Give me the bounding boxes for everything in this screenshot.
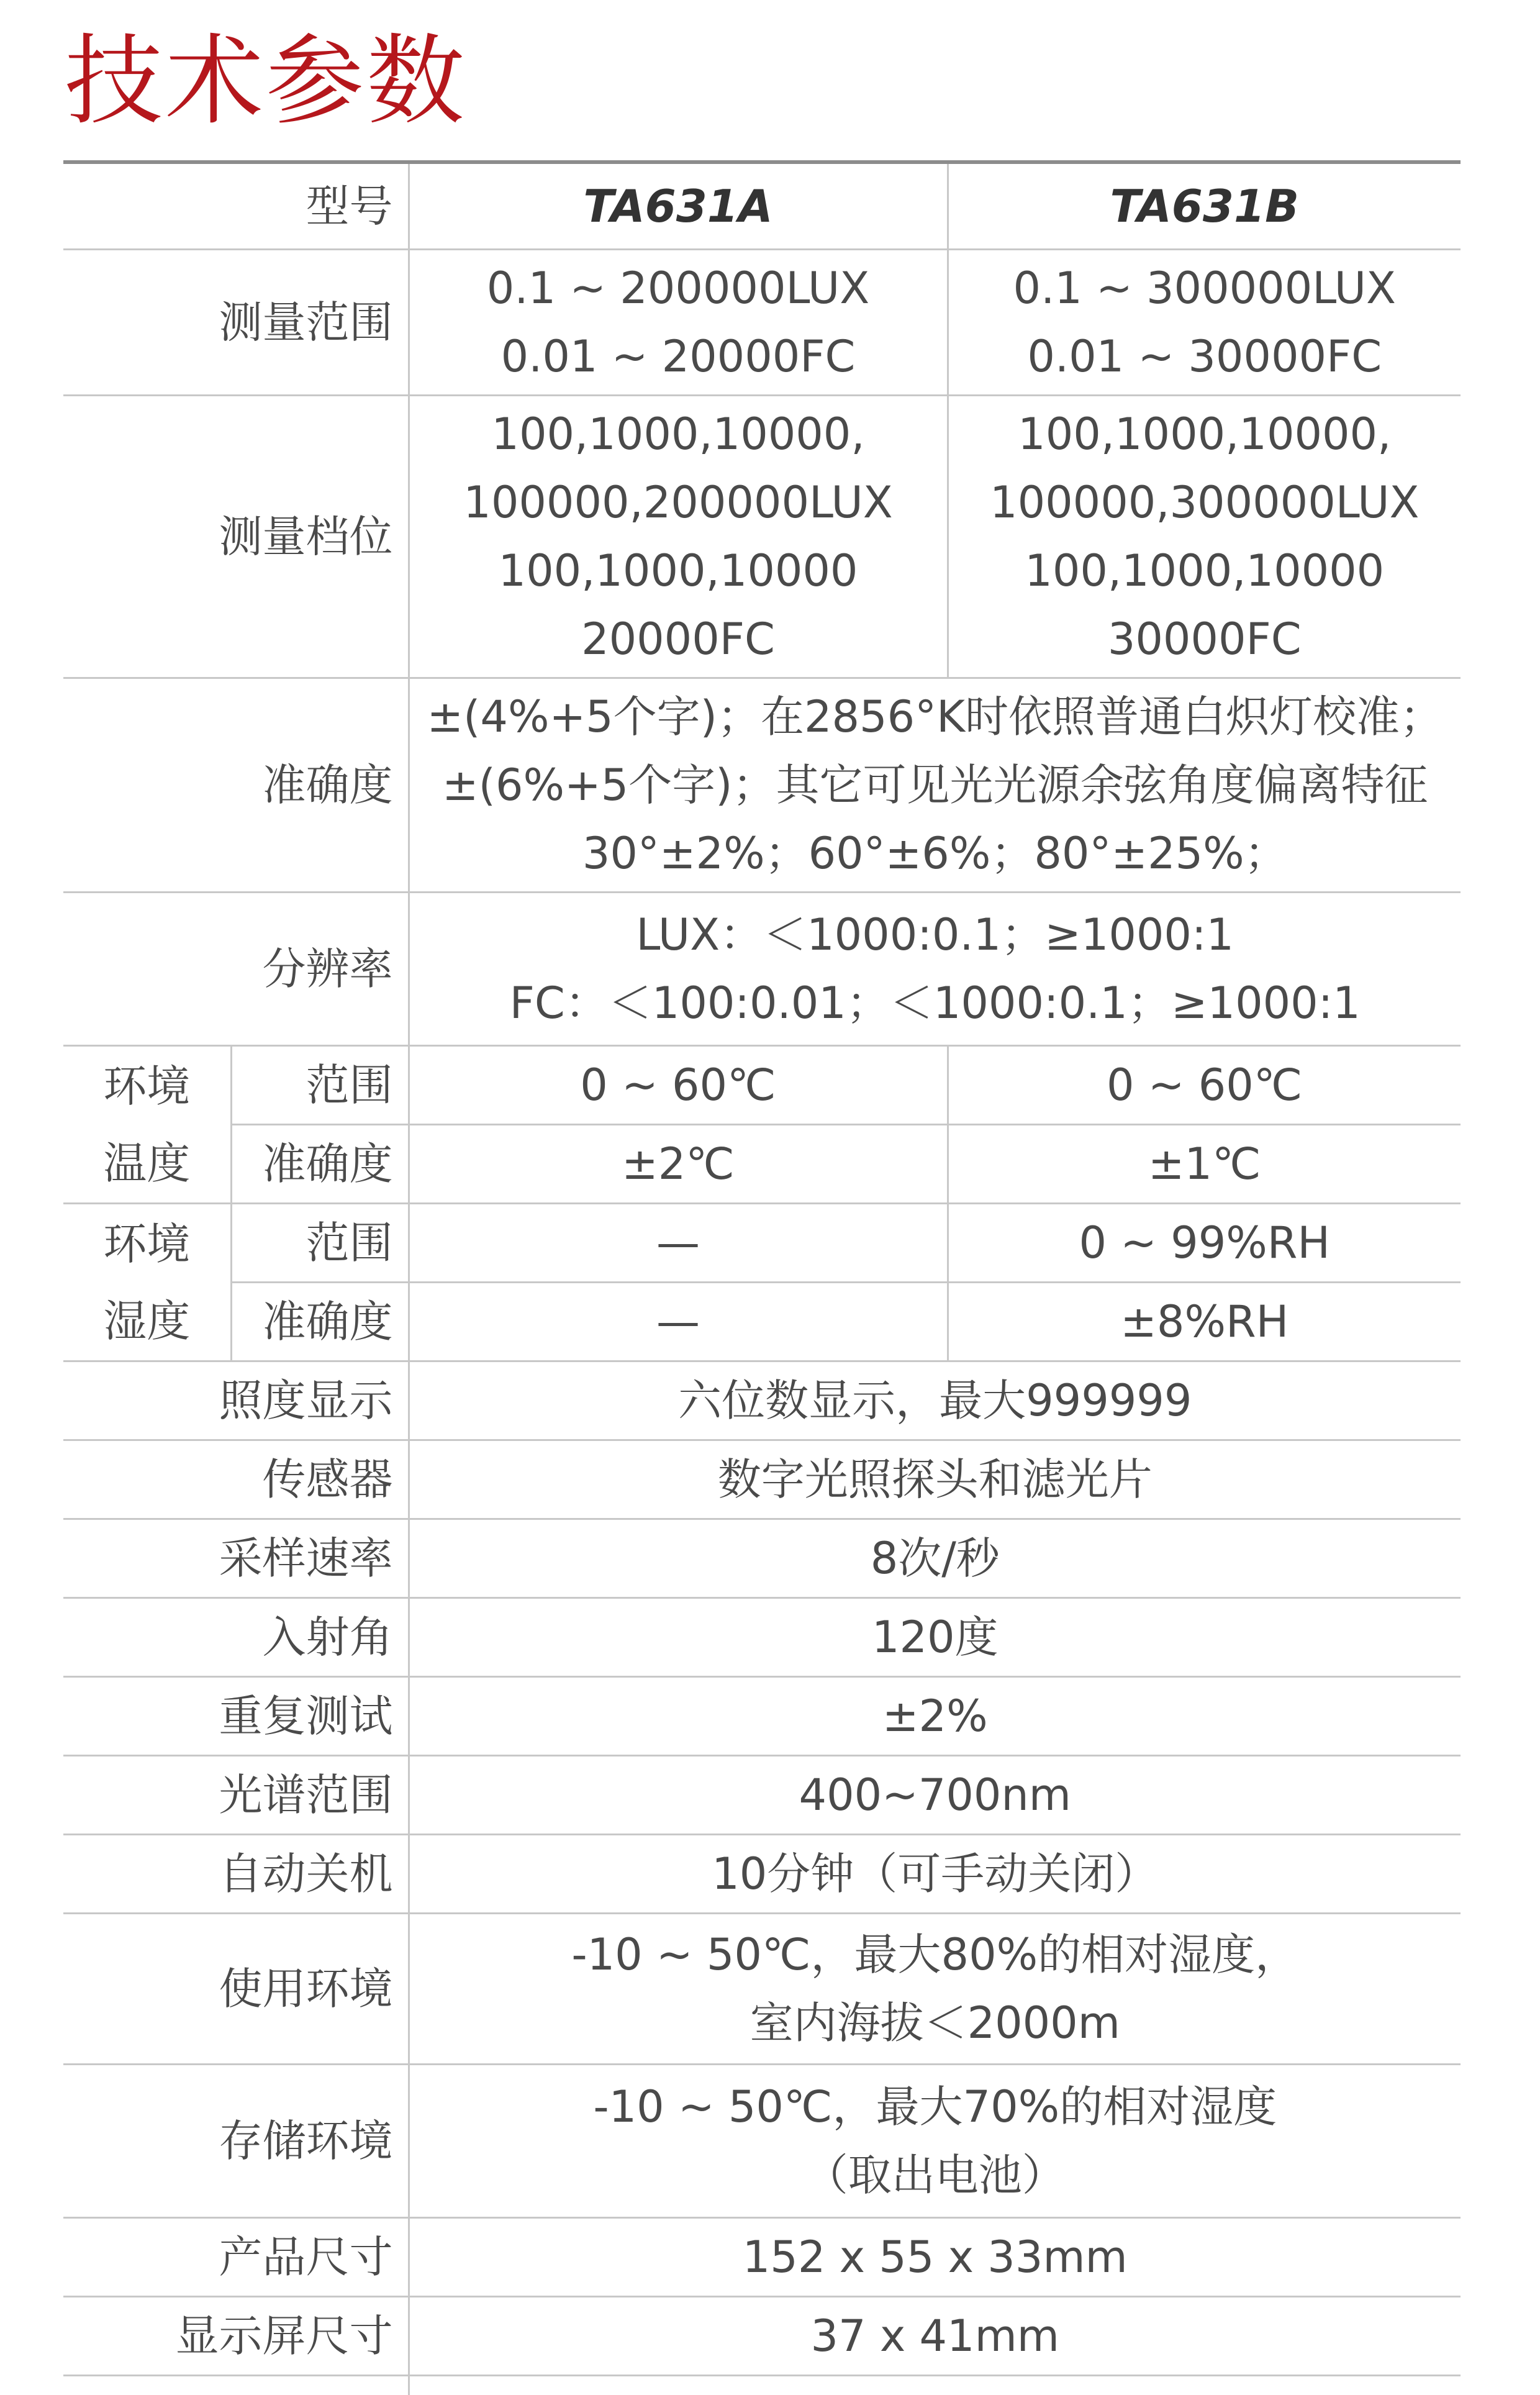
row-value: 10分钟（可手动关闭） [409,1835,1461,1914]
model-a: TA631A [409,162,948,250]
resolution-value [409,893,1461,1046]
row-label: 照度显示 [63,1361,409,1440]
table-row-storage-env [63,2065,1461,2218]
table-row-env-temp-range [63,1046,1461,1125]
env-temp-accuracy-b: ±1℃ [948,1125,1461,1204]
table-row [63,1677,1461,1756]
env-humidity-range-label: 范围 [231,1204,409,1283]
text-line: 100000,300000LUX [949,468,1461,537]
row-label: 重复测试 [63,1677,409,1756]
text-line: 0.01 ~ 20000FC [410,322,947,391]
row-value: 数字光照探头和滤光片 [409,1440,1461,1519]
storage-env-value [409,2065,1461,2218]
table-row [63,1835,1461,1914]
table-row [63,1361,1461,1440]
measure-range-b [948,250,1461,396]
model-label: 型号 [63,162,409,250]
text-line: 100,1000,10000 [949,537,1461,605]
table-row [63,1598,1461,1677]
table-row-resolution [63,893,1461,1046]
table-row-env-humidity-range [63,1204,1461,1283]
text-line: 100,1000,10000 [410,537,947,605]
product-size-value: 152 x 55 x 33mm [409,2218,1461,2297]
env-temp-accuracy-a: ±2℃ [409,1125,948,1204]
env-humidity-range-b: 0 ~ 99%RH [948,1204,1461,1283]
row-value: 六位数显示，最大999999 [409,1361,1461,1440]
env-humidity-group-label [63,1204,231,1361]
cutoff-cell [409,2376,1461,2395]
table-row-measure-gear [63,396,1461,678]
row-label: 入射角 [63,1598,409,1677]
use-env-value [409,1914,1461,2065]
measure-gear-label: 测量档位 [63,396,409,678]
use-env-label: 使用环境 [63,1914,409,2065]
table-row-use-env [63,1914,1461,2065]
table-row [63,1440,1461,1519]
text-line: 30000FC [949,605,1461,673]
env-humidity-accuracy-label: 准确度 [231,1283,409,1361]
env-temp-range-label: 范围 [231,1046,409,1125]
env-temp-group-label [63,1046,231,1204]
text-line: 环境 [68,1048,225,1125]
text-line: 0.01 ~ 30000FC [949,322,1461,391]
text-line: 30°±2%；60°±6%；80°±25%； [410,819,1461,888]
text-line: 20000FC [410,605,947,673]
row-value: 8次/秒 [409,1519,1461,1598]
text-line: LUX：＜1000:0.1；≥1000:1 [410,901,1461,969]
env-humidity-range-a: — [409,1204,948,1283]
text-line: 室内海拔＜2000m [410,1989,1461,2057]
display-size-value: 37 x 41mm [409,2297,1461,2376]
table-row-product-size [63,2218,1461,2297]
env-temp-range-a: 0 ~ 60℃ [409,1046,948,1125]
table-row-model [63,162,1461,250]
text-line: 湿度 [68,1283,225,1360]
text-line: FC：＜100:0.01；＜1000:0.1；≥1000:1 [410,969,1461,1037]
text-line: 0.1 ~ 200000LUX [410,254,947,322]
text-line: 环境 [68,1206,225,1283]
table-row [63,1519,1461,1598]
text-line: -10 ~ 50℃，最大80%的相对湿度， [410,1920,1461,1989]
model-b: TA631B [948,162,1461,250]
row-value: ±2% [409,1677,1461,1756]
measure-gear-b [948,396,1461,678]
product-size-label: 产品尺寸 [63,2218,409,2297]
table-row-cutoff [63,2376,1461,2395]
text-line: ±(6%+5个字)；其它可见光光源余弦角度偏离特征 [410,751,1461,819]
accuracy-label: 准确度 [63,678,409,893]
text-line: 100,1000,10000, [949,400,1461,468]
measure-range-label: 测量范围 [63,250,409,396]
table-row-env-temp-accuracy [63,1125,1461,1204]
table-row-accuracy [63,678,1461,893]
measure-gear-a [409,396,948,678]
table-row-display-size [63,2297,1461,2376]
row-value: 120度 [409,1598,1461,1677]
row-label: 光谱范围 [63,1756,409,1835]
measure-range-a [409,250,948,396]
env-humidity-accuracy-a: — [409,1283,948,1361]
row-label: 自动关机 [63,1835,409,1914]
text-line: （取出电池） [410,2141,1461,2209]
env-humidity-accuracy-b: ±8%RH [948,1283,1461,1361]
text-line: ±(4%+5个字)；在2856°K时依照普通白炽灯校准； [410,683,1461,751]
text-line: 100000,200000LUX [410,468,947,537]
display-size-label: 显示屏尺寸 [63,2297,409,2376]
table-row [63,1756,1461,1835]
env-temp-range-b: 0 ~ 60℃ [948,1046,1461,1125]
text-line: 0.1 ~ 300000LUX [949,254,1461,322]
text-line: 100,1000,10000, [410,400,947,468]
text-line: -10 ~ 50℃，最大70%的相对湿度 [410,2073,1461,2141]
table-row-measure-range [63,250,1461,396]
resolution-label: 分辨率 [63,893,409,1046]
accuracy-value [409,678,1461,893]
table-row-env-humidity-accuracy [63,1283,1461,1361]
row-label: 采样速率 [63,1519,409,1598]
cutoff-cell [63,2376,409,2395]
text-line: 温度 [68,1125,225,1202]
row-value: 400~700nm [409,1756,1461,1835]
storage-env-label: 存储环境 [63,2065,409,2218]
env-temp-accuracy-label: 准确度 [231,1125,409,1204]
page-title: 技术参数 [65,32,467,130]
spec-table [63,160,1461,2395]
row-label: 传感器 [63,1440,409,1519]
